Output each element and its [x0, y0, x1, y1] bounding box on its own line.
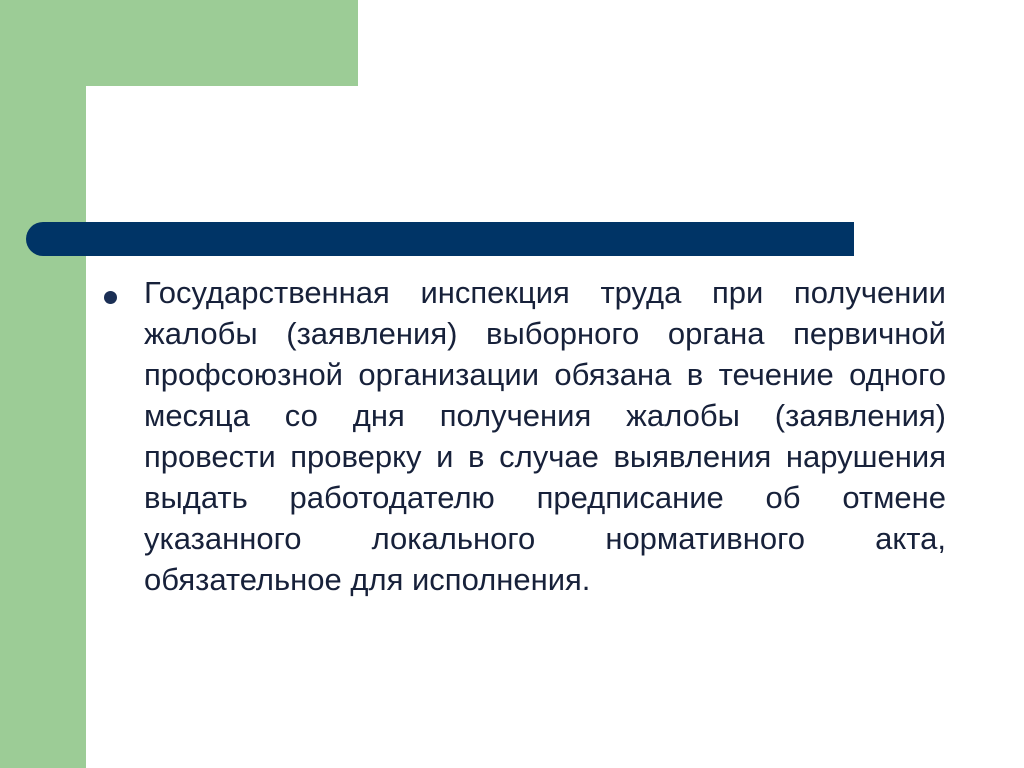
- bullet-item: [104, 272, 946, 600]
- title-bar: [26, 222, 854, 256]
- slide-content: [104, 272, 946, 600]
- green-top-band: [86, 0, 358, 86]
- bullet-text: Государственная инспекция труда при получении жалобы (заявления) выборного органа первичной профсоюзной организации обязана в течение одного месяца со дня получения жалобы (заявления) провести проверку и в случае выявления нарушения выдать работодателю предписание об отмене указанного локального нормативного акта, обязательное для исполнения.: [144, 275, 946, 597]
- content-panel-corner: [86, 86, 206, 206]
- green-sidebar-band: [0, 0, 86, 768]
- bullet-dot-icon: [104, 291, 117, 304]
